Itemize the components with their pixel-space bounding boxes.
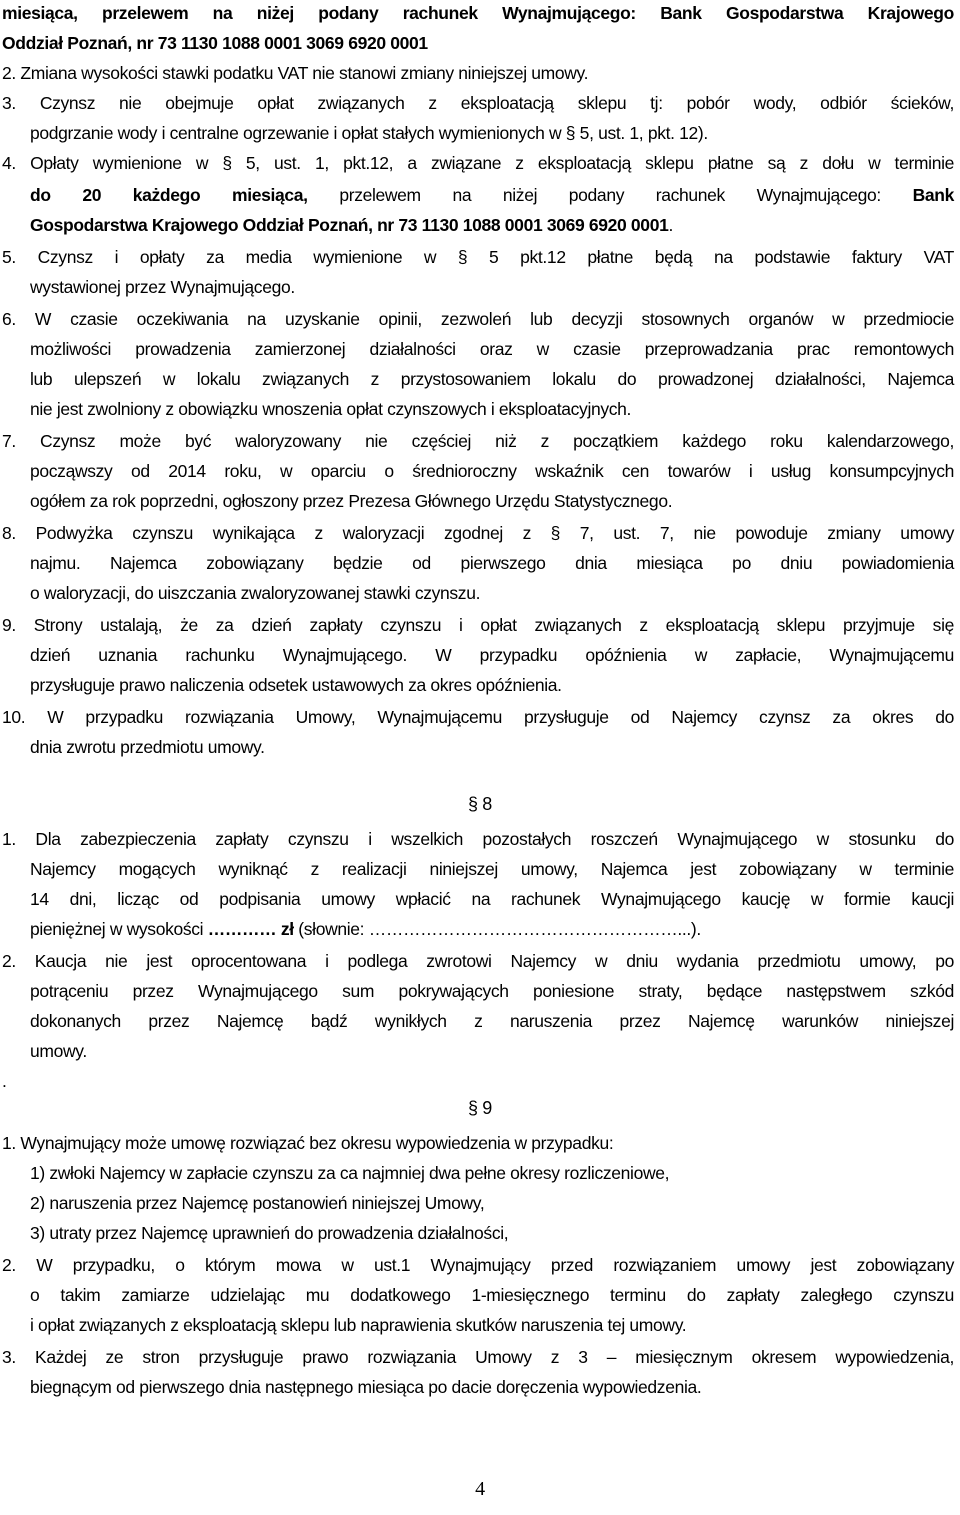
text-line: 2. Zmiana wysokości stawki podatku VAT nie stanowi zmiany niniejszej umowy. bbox=[2, 63, 589, 83]
s9-clause-3-line-1: 3. Każdej ze stron przysługuje prawo rozwiązania Umowy z 3 – miesięcznym okresem wypowiedzenia, bbox=[2, 1347, 954, 1367]
clause-7-line-2: począwszy od 2014 roku, w oparciu o średnioroczny wskaźnik cen towarów i usług konsumpcyjnych bbox=[30, 461, 954, 481]
s8-clause-1-line-2: Najemcy mogących wyniknąć z realizacji niniejszej umowy, Najemca jest zobowiązany w terminie bbox=[30, 859, 954, 879]
clause-7-line-3: ogółem za rok poprzedni, ogłoszony przez Prezesa Głównego Urzędu Statystycznego. bbox=[30, 491, 673, 511]
clause-8-line-2: najmu. Najemca zobowiązany będzie od pierwszego dnia miesiąca po dniu powiadomienia bbox=[30, 553, 954, 573]
clause-10-line-2: dnia zwrotu przedmiotu umowy. bbox=[30, 737, 265, 757]
due-date-text: do 20 każdego miesiąca, bbox=[30, 185, 340, 205]
bank-word: Bank bbox=[912, 185, 954, 205]
clause-6-line-2: możliwości prowadzenia zamierzonej działalności oraz w czasie przeprowadzania prac remontowych bbox=[30, 339, 954, 359]
s9-clause-2-line-1: 2. W przypadku, o którym mowa w ust.1 Wynajmujący przed rozwiązaniem umowy jest zobowiązany bbox=[2, 1255, 954, 1275]
clause-4-line-1: 4. Opłaty wymienione w § 5, ust. 1, pkt.12, a związane z eksploatacją sklepu płatne są z dołu w terminie bbox=[2, 153, 954, 173]
clause-7-line-1: 7. Czynsz może być waloryzowany nie częściej niż z początkiem każdego roku kalendarzowego, bbox=[2, 431, 954, 451]
text-line bbox=[2, 0, 954, 28]
stray-dot: . bbox=[2, 1071, 7, 1091]
s9-item-1: 1) zwłoki Najemcy w zapłacie czynszu za ca najmniej dwa pełne okresy rozliczeniowe, bbox=[30, 1163, 670, 1183]
s9-clause-2-line-2: o takim zamiarze udzielając mu dodatkowego 1-miesięcznego terminu do zapłaty zaległego czynszu bbox=[30, 1285, 954, 1305]
deposit-amount-blank: ………… zł bbox=[207, 919, 294, 939]
bank-line-1: miesiąca, przelewem na niżej podany rachunek Wynajmującego: Bank Gospodarstwa Krajowego bbox=[2, 3, 954, 23]
clause-5-line-2: wystawionej przez Wynajmującego. bbox=[30, 277, 295, 297]
s8-clause-1-line-4: pieniężnej w wysokości ………… zł (słownie: ………………………………………………...). bbox=[30, 919, 701, 939]
clause-4-line-2 bbox=[30, 180, 954, 210]
s8-clause-2-line-1: 2. Kaucja nie jest oprocentowana i podlega zwrotowi Najemcy w dniu wydania przedmiotu umowy, po bbox=[2, 951, 954, 971]
s9-clause-2-line-3: i opłat związanych z eksploatacją sklepu lub naprawienia skutków naruszenia tej umowy. bbox=[30, 1315, 687, 1335]
s9-item-3: 3) utraty przez Najemcę uprawnień do prowadzenia działalności, bbox=[30, 1223, 509, 1243]
section-9-heading: § 9 bbox=[468, 1098, 492, 1118]
s9-item-2: 2) naruszenia przez Najemcę postanowień niniejszej Umowy, bbox=[30, 1193, 485, 1213]
clause-6-line-4: nie jest zwolniony z obowiązku wnoszenia opłat czynszowych i eksploatacyjnych. bbox=[30, 399, 632, 419]
clause-8-line-3: o waloryzacji, do uiszczania zwaloryzowanej stawki czynszu. bbox=[30, 583, 481, 603]
s8-clause-2-line-3: dokonanych przez Najemcę bądź wynikłych z naruszenia przez Najemcę warunków niniejszej bbox=[30, 1011, 954, 1031]
section-8-heading: § 8 bbox=[468, 794, 492, 814]
bank-line-2: Oddział Poznań, nr 73 1130 1088 0001 3069 6920 0001 bbox=[2, 33, 428, 53]
page-number: 4 bbox=[475, 1478, 485, 1500]
clause-8-line-1: 8. Podwyżka czynszu wynikająca z waloryzacji zgodnej z § 7, ust. 7, nie powoduje zmiany umowy bbox=[2, 523, 954, 543]
s8-clause-1-line-3: 14 dni, licząc od podpisania umowy wpłacić na rachunek Wynajmującego kaucję w formie kaucji bbox=[30, 889, 954, 909]
clause-3-line-2: podgrzanie wody i centralne ogrzewanie i opłat stałych wymienionych w § 5, ust. 1, pkt. 12). bbox=[30, 123, 708, 143]
s8-clause-2-line-2: potrąceniu przez Wynajmującego sum pokrywających poniesione straty, będące następstwem szkód bbox=[30, 981, 954, 1001]
s9-clause-1: 1. Wynajmujący może umowę rozwiązać bez okresu wypowiedzenia w przypadku: bbox=[2, 1133, 614, 1153]
s9-clause-3-line-2: biegnącym od pierwszego dnia następnego miesiąca po dacie doręczenia wypowiedzenia. bbox=[30, 1377, 702, 1397]
s8-clause-2-line-4: umowy. bbox=[30, 1041, 87, 1061]
clause-10-line-1: 10. W przypadku rozwiązania Umowy, Wynajmującemu przysługuje od Najemcy czynsz za okres do bbox=[2, 707, 954, 727]
clause-9-line-2: dzień uznania rachunku Wynajmującego. W przypadku opóźnienia w zapłacie, Wynajmującemu bbox=[30, 645, 954, 665]
clause-5-line-1: 5. Czynsz i opłaty za media wymienione w § 5 pkt.12 płatne będą na podstawie faktury VAT bbox=[2, 247, 954, 267]
bank-account-text: Gospodarstwa Krajowego Oddział Poznań, nr 73 1130 1088 0001 3069 6920 0001 bbox=[30, 215, 669, 235]
transfer-text: przelewem na niżej podany rachunek Wynajmującego: bbox=[339, 185, 913, 205]
clause-9-line-3: przysługuje prawo naliczenia odsetek ustawowych za okres opóźnienia. bbox=[30, 675, 562, 695]
clause-6-line-3: lub ulepszeń w lokalu związanych z przystosowaniem lokalu do prowadzonej działalności, Najemca bbox=[30, 369, 954, 389]
clause-9-line-1: 9. Strony ustalają, że za dzień zapłaty czynszu i opłat związanych z eksploatacją sklepu przyjmuje się bbox=[2, 615, 954, 635]
clause-4-line-3: Gospodarstwa Krajowego Oddział Poznań, nr 73 1130 1088 0001 3069 6920 0001. bbox=[30, 215, 673, 235]
clause-6-line-1: 6. W czasie oczekiwania na uzyskanie opinii, zezwoleń lub decyzji stosownych organów w przedmiocie bbox=[2, 309, 954, 329]
deposit-words-blank: (słownie: ………………………………………………...). bbox=[293, 919, 701, 939]
clause-3-line-1: 3. Czynsz nie obejmuje opłat związanych z eksploatacją sklepu tj: pobór wody, odbiór ścieków, bbox=[2, 93, 954, 113]
text-line bbox=[2, 28, 954, 58]
s8-clause-1-line-1: 1. Dla zabezpieczenia zapłaty czynszu i wszelkich pozostałych roszczeń Wynajmującego w stosunku do bbox=[2, 829, 954, 849]
